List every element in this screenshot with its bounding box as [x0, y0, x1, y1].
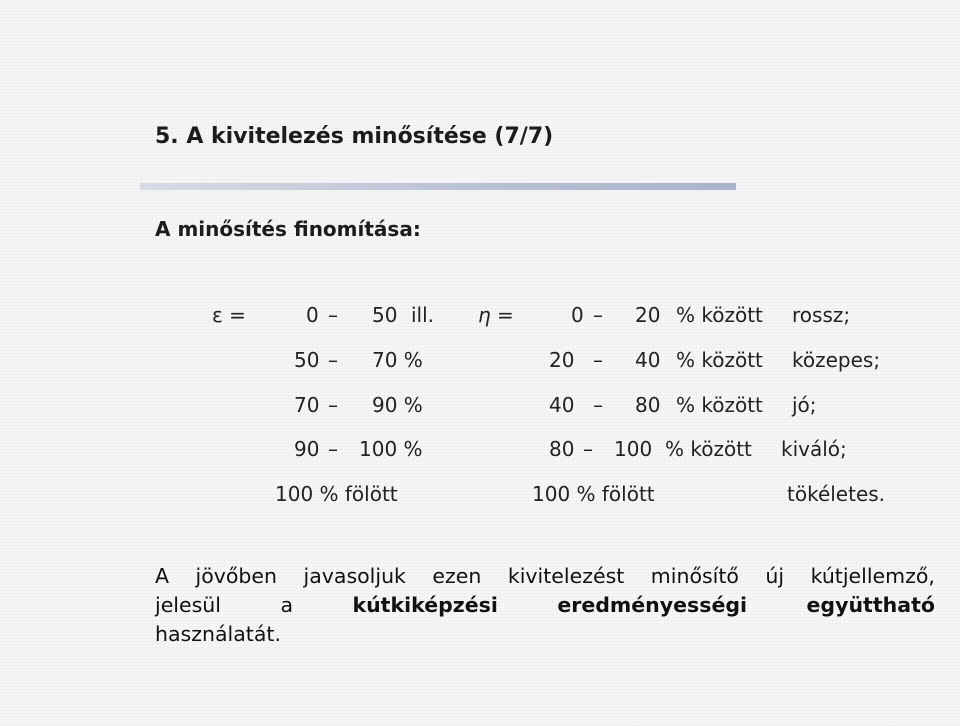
word: használatát.: [155, 622, 281, 646]
recommendation-paragraph: [155, 562, 935, 649]
eps-text: 100 % fölött: [275, 482, 398, 506]
eps-from: 90: [294, 437, 320, 461]
eps-to: 50: [372, 303, 398, 327]
eta-label: η =: [478, 303, 514, 327]
bold-term: kútkiképzési: [352, 593, 498, 617]
epsilon-label: ε =: [212, 303, 246, 327]
word: a: [280, 593, 293, 617]
word: kivitelezést: [507, 564, 625, 588]
eps-from: 70: [294, 393, 320, 417]
eps-to: 100 %: [359, 437, 423, 461]
rating-text: tökéletes.: [787, 482, 886, 506]
eps-dash: –: [328, 303, 338, 327]
word: ezen: [432, 564, 482, 588]
eta-from: 40: [549, 393, 575, 417]
connector: ill.: [411, 303, 435, 327]
bold-term: együttható: [806, 593, 935, 617]
eps-to: 90 %: [372, 393, 423, 417]
rating-text: kiváló;: [781, 437, 847, 461]
eta-dash: –: [593, 348, 603, 372]
word: jövőben: [195, 564, 278, 588]
eps-from: 0: [306, 303, 319, 327]
slide-title: 5. A kivitelezés minősítése (7/7): [155, 124, 554, 149]
between-text: % között: [676, 348, 763, 372]
word: új: [765, 564, 785, 588]
bold-term: eredményességi: [557, 593, 748, 617]
eta-dash: –: [593, 303, 603, 327]
eps-dash: –: [328, 437, 338, 461]
eta-text: 100 % fölött: [532, 482, 655, 506]
subtitle: A minősítés finomítása:: [155, 217, 421, 241]
eps-dash: –: [328, 393, 338, 417]
between-text: % között: [665, 437, 752, 461]
eta-from: 20: [549, 348, 575, 372]
eps-from: 50: [294, 348, 320, 372]
eta-to: 40: [635, 348, 661, 372]
between-text: % között: [676, 393, 763, 417]
eta-from: 80: [549, 437, 575, 461]
title-underline: [140, 183, 736, 190]
eps-to: 70 %: [372, 348, 423, 372]
word: kútjellemző,: [810, 564, 935, 588]
word: A: [155, 564, 170, 588]
eta-to: 20: [635, 303, 661, 327]
between-text: % között: [676, 303, 763, 327]
eta-dash: –: [583, 437, 593, 461]
rating-text: jó;: [792, 393, 817, 417]
word: minősítő: [650, 564, 739, 588]
paragraph-line: [155, 591, 935, 620]
paragraph-line: [155, 562, 935, 591]
word: javasoljuk: [303, 564, 406, 588]
eta-to: 100: [614, 437, 653, 461]
eta-from: 0: [571, 303, 584, 327]
eta-to: 80: [635, 393, 661, 417]
eta-dash: –: [593, 393, 603, 417]
paragraph-line: [155, 620, 935, 649]
word: jelesül: [155, 593, 221, 617]
rating-text: közepes;: [792, 348, 881, 372]
rating-text: rossz;: [792, 303, 851, 327]
eps-dash: –: [328, 348, 338, 372]
